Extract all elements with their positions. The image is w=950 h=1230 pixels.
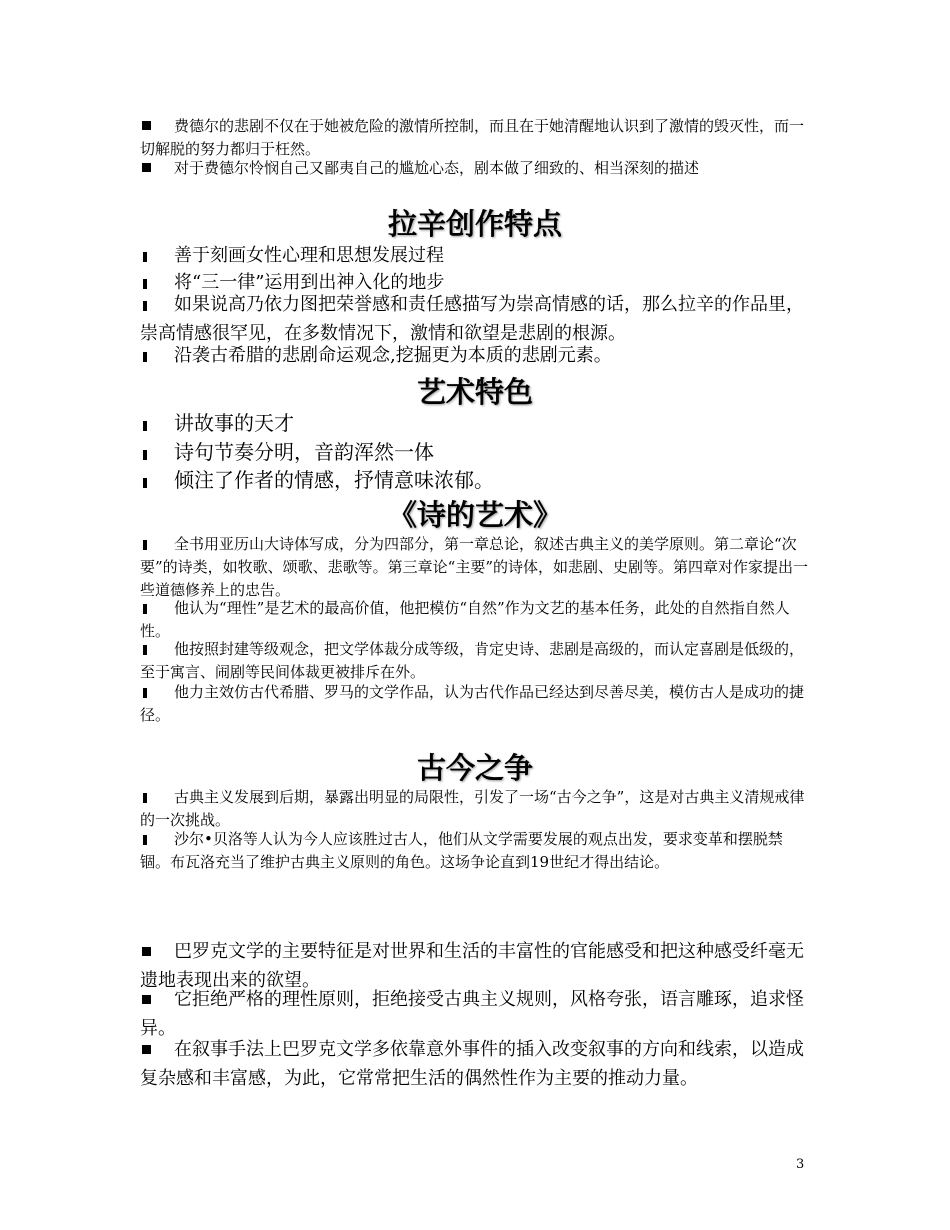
list-item: 在叙事手法上巴罗克文学多依靠意外事件的插入改变叙事的方向和线索，以造成复杂感和丰富感，为此，它常常把生活的偶然性作为主要的推动力量。 bbox=[140, 1035, 812, 1093]
list-item: 诗句节奏分明，音韵浑然一体 bbox=[140, 437, 812, 467]
list-item: 讲故事的天才 bbox=[140, 408, 812, 438]
bullet bbox=[140, 341, 174, 370]
list-item: 倾注了作者的情感，抒情意味浓郁。 bbox=[140, 465, 812, 495]
bullet bbox=[140, 157, 174, 180]
list-item: 他按照封建等级观念，把文学体裁分成等级，肯定史诗、悲剧是高级的，而认定喜剧是低级的，至于寓言、闹剧等民间体裁更被排斥在外。 bbox=[140, 640, 805, 681]
bullet bbox=[140, 533, 174, 556]
bullet bbox=[140, 681, 174, 704]
list-item: 将“三一律”运用到出神入化的地步 bbox=[140, 268, 812, 297]
section-title: 古今之争 bbox=[416, 751, 533, 785]
list-item: 他认为“理性”是艺术的最高价值，他把模仿“自然”作为文艺的基本任务，此处的自然指自然人性。 bbox=[140, 599, 790, 640]
list-item: 全书用亚历山大诗体写成，分为四部分，第一章总论，叙述古典主义的美学原则。第二章论“次要”的诗类，如牧歌、颂歌、悲歌等。第三章论“主要”的诗体，如悲剧、史剧等。第四章对作家提出一些道德修养上的忠告。 bbox=[140, 535, 809, 599]
bullet bbox=[140, 597, 174, 620]
list-item: 他力主效仿古代希腊、罗马的文学作品，认为古代作品已经达到尽善尽美，模仿古人是成功的捷径。 bbox=[140, 683, 805, 724]
list-item: 如果说高乃依力图把荣誉感和责任感描写为崇高情感的话，那么拉辛的作品里，崇高情感很罕见，在多数情况下，激情和欲望是悲剧的根源。 bbox=[140, 290, 812, 348]
section-title: 艺术特色 bbox=[416, 375, 533, 409]
bullet bbox=[140, 985, 174, 1014]
list-item: 沙尔•贝洛等人认为今人应该胜过古人，他们从文学需要发展的观点出发，要求变革和摆脱禁锢。布瓦洛充当了维护古典主义原则的角色。这场争论直到19世纪才得出结论。 bbox=[140, 830, 783, 871]
bullet bbox=[140, 1035, 174, 1064]
bullet bbox=[140, 937, 174, 966]
bullet bbox=[140, 638, 174, 661]
list-item: 古典主义发展到后期，暴露出明显的局限性，引发了一场“古今之争”，这是对古典主义清规戒律的一次挑战。 bbox=[140, 788, 805, 829]
bullet bbox=[140, 437, 174, 467]
bullet bbox=[140, 465, 174, 495]
list-item: 善于刻画女性心理和思想发展过程 bbox=[140, 241, 812, 270]
bullet bbox=[140, 290, 174, 319]
list-item: 费德尔的悲剧不仅在于她被危险的激情所控制，而且在于她清醒地认识到了激情的毁灭性，而一切解脱的努力都归于枉然。 bbox=[140, 117, 805, 158]
bullet bbox=[140, 828, 174, 851]
bullet bbox=[140, 115, 174, 138]
list-item: 对于费德尔怜悯自己又鄙夷自己的尴尬心态，剧本做了细致的、相当深刻的描述 bbox=[140, 157, 812, 180]
list-item: 它拒绝严格的理性原则，拒绝接受古典主义规则，风格夸张，语言雕琢，追求怪异。 bbox=[140, 985, 812, 1043]
section-title: 《诗的艺术》 bbox=[387, 498, 562, 532]
section-title: 拉辛创作特点 bbox=[387, 207, 562, 241]
list-item: 沿袭古希腊的悲剧命运观念,挖掘更为本质的悲剧元素。 bbox=[140, 341, 812, 370]
bullet bbox=[140, 786, 174, 809]
bullet bbox=[140, 408, 174, 438]
bullet bbox=[140, 241, 174, 270]
list-item: 巴罗克文学的主要特征是对世界和生活的丰富性的官能感受和把这种感受纤毫无遗地表现出来的欲望。 bbox=[140, 937, 812, 995]
page-number: 3 bbox=[796, 1157, 805, 1172]
